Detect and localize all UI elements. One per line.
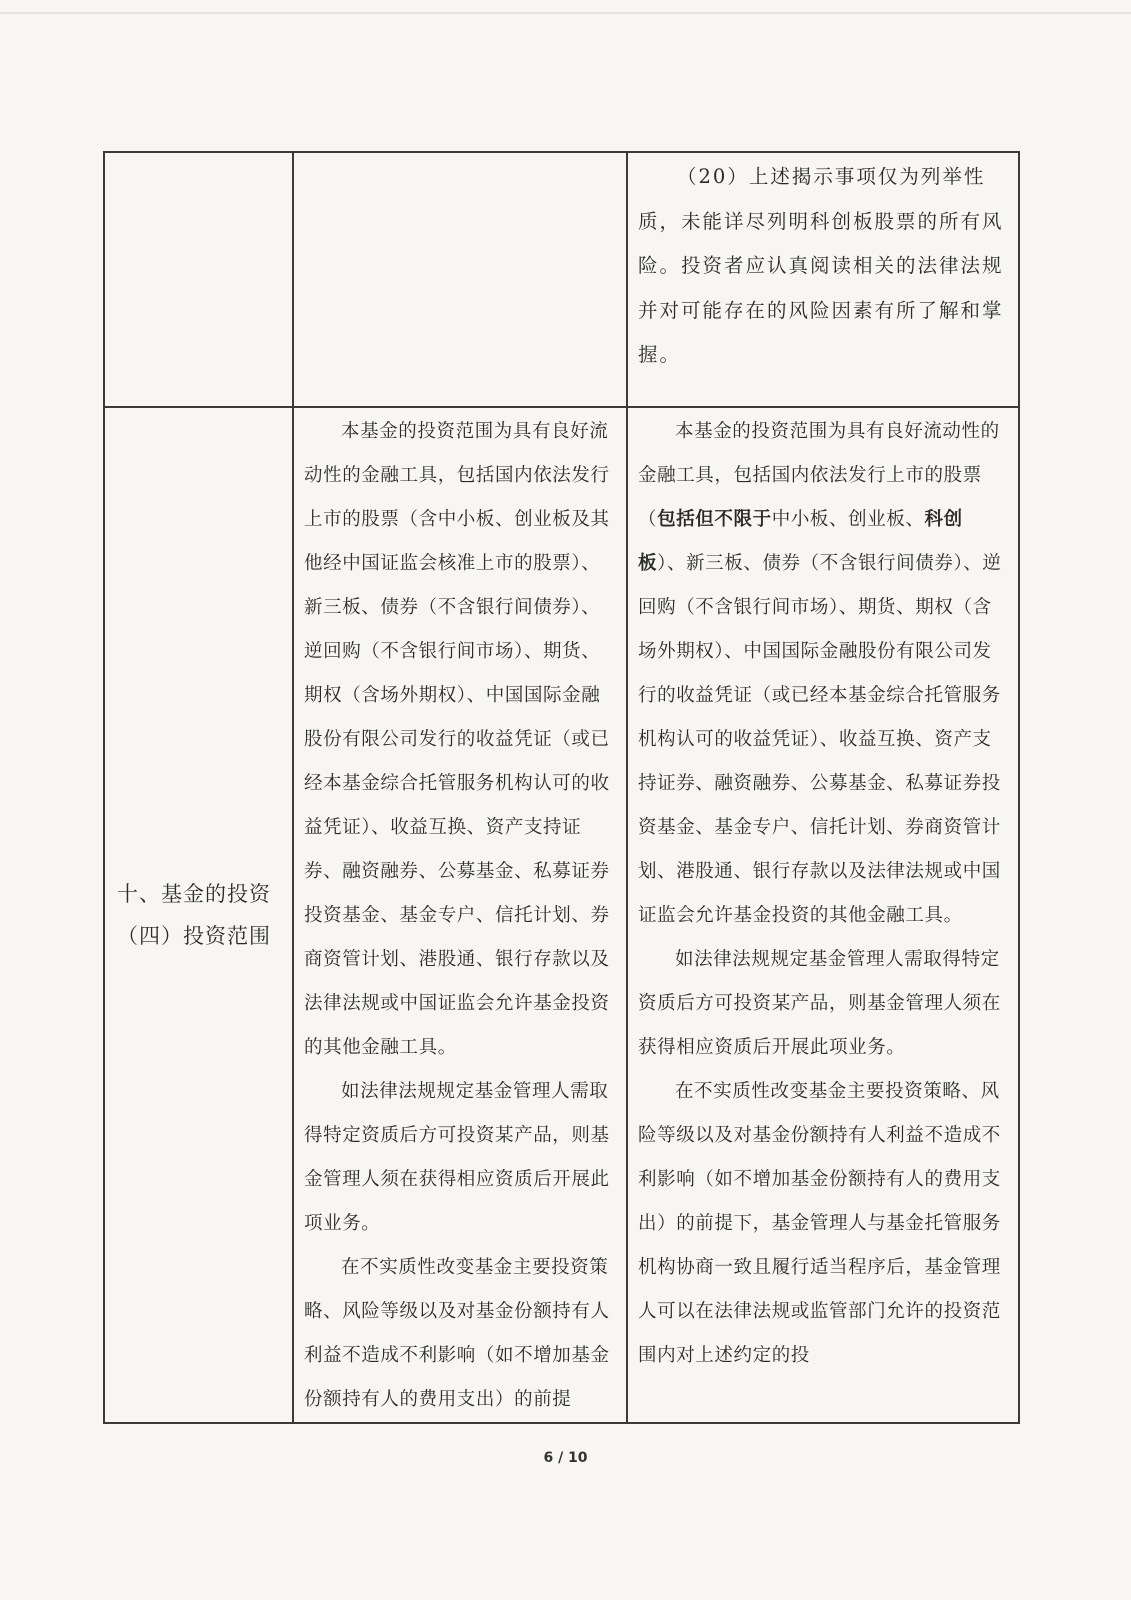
scan-edge-line — [0, 12, 1131, 14]
original-paragraph: 如法律法规规定基金管理人需取得特定资质后方可投资某产品，则基金管理人须在获得相应资质后开展此项业务。 — [304, 1081, 610, 1234]
original-paragraph: 本基金的投资范围为具有良好流动性的金融工具，包括国内依法发行上市的股票（含中小板、创业板及其他经中国证监会核准上市的股票）、新三板、债券（不含银行间债券）、逆回购（不含银行间市场）、期货、期权（含场外期权）、中国国际金融股份有限公司发行的收益凭证（或已经本基金综合托管服务机构认可的收益凭证）、收益互换、资产支持证券、融资融券、公募基金、私募证券投资基金、基金专户、信托计划、券商资管计划、港股通、银行存款以及法律法规或中国证监会允许基金投资的其他金融工具。 — [304, 421, 610, 1058]
original-text-cell — [293, 407, 627, 1423]
section-label-cell — [104, 407, 293, 1423]
revised-text: 本基金的投资范围为具有良好流动性的金融工具，包括国内依法发行上市的股票（ — [638, 421, 1000, 530]
subsection-title: （四）投资范围 — [117, 924, 271, 948]
comparison-table — [103, 151, 1020, 1424]
revised-paragraph: 在不实质性改变基金主要投资策略、风险等级以及对基金份额持有人利益不造成不利影响（如不增加基金份额持有人的费用支出）的前提下，基金管理人与基金托管服务机构协商一致且履行适当程序后，基金管理人可以在法律法规或监管部门允许的投资范围内对上述约定的投 — [638, 1081, 1001, 1366]
revised-paragraph: 如法律法规规定基金管理人需取得特定资质后方可投资某产品，则基金管理人须在获得相应资质后开展此项业务。 — [638, 949, 1001, 1058]
section-label-cell — [104, 152, 293, 407]
section-title: 十、基金的投资 — [117, 882, 271, 906]
table-row — [104, 407, 1019, 1423]
table-row — [104, 152, 1019, 407]
page-number: 6 / 10 — [543, 1450, 588, 1466]
original-paragraph: 在不实质性改变基金主要投资策略、风险等级以及对基金份额持有人利益不造成不利影响（如不增加基金份额持有人的费用支出）的前提 — [304, 1257, 610, 1410]
revised-emphasis: 科创板 — [638, 509, 963, 574]
revised-emphasis: 包括但不限于 — [657, 509, 772, 530]
original-text-cell — [293, 152, 627, 407]
revised-text: ）、新三板、债券（不含银行间债券）、逆回购（不含银行间市场）、期货、期权（含场外期权）、中国国际金融股份有限公司发行的收益凭证（或已经本基金综合托管服务机构认可的收益凭证）、收益互换、资产支持证券、融资融券、公募基金、私募证券投资基金、基金专户、信托计划、券商资管计划、港股通、银行存款以及法律法规或中国证监会允许基金投资的其他金融工具。 — [638, 553, 1002, 926]
revised-paragraph — [638, 410, 1010, 938]
revised-paragraph: （20）上述揭示事项仅为列举性质，未能详尽列明科创板股票的所有风险。投资者应认真阅读相关的法律法规并对可能存在的风险因素有所了解和掌握。 — [638, 165, 1004, 366]
revised-text-cell — [627, 152, 1019, 407]
revised-text: 中小板、创业板、 — [771, 509, 925, 530]
revised-text-cell — [627, 407, 1019, 1423]
